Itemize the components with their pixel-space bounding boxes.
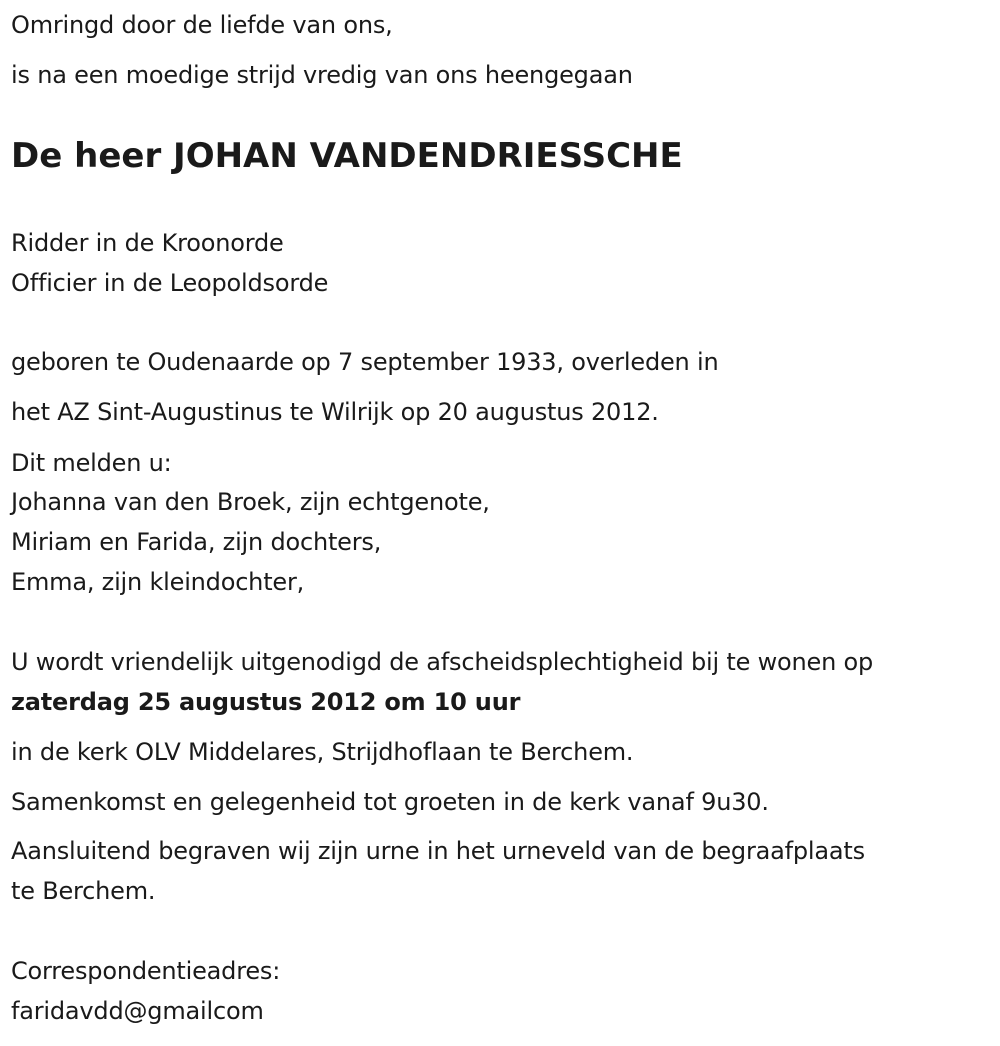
correspondence-label: Correspondentieadres: (11, 957, 281, 985)
birth-death-line-1: geboren te Oudenaarde op 7 september 1933, overleden in (11, 348, 719, 376)
announcer-2: Miriam en Farida, zijn dochters, (11, 528, 382, 556)
intro-line-1: Omringd door de liefde van ons, (11, 11, 393, 39)
honor-1: Ridder in de Kroonorde (11, 229, 284, 257)
burial-line-2: te Berchem. (11, 877, 156, 905)
announcer-1: Johanna van den Broek, zijn echtgenote, (11, 488, 490, 516)
birth-death-line-2: het AZ Sint-Augustinus te Wilrijk op 20 augustus 2012. (11, 398, 659, 426)
ceremony-datetime: zaterdag 25 augustus 2012 om 10 uur (11, 688, 521, 716)
correspondence-email: faridavdd@gmailcom (11, 997, 264, 1025)
ceremony-gathering: Samenkomst en gelegenheid tot groeten in de kerk vanaf 9u30. (11, 788, 769, 816)
ceremony-invitation: U wordt vriendelijk uitgenodigd de afscheidsplechtigheid bij te wonen op (11, 648, 874, 676)
announcer-3: Emma, zijn kleindochter, (11, 568, 305, 596)
honor-2: Officier in de Leopoldsorde (11, 269, 329, 297)
burial-line-1: Aansluitend begraven wij zijn urne in het urneveld van de begraafplaats (11, 837, 865, 865)
announcers-intro: Dit melden u: (11, 449, 172, 477)
ceremony-location: in de kerk OLV Middelares, Strijdhoflaan te Berchem. (11, 738, 634, 766)
deceased-name: De heer JOHAN VANDENDRIESSCHE (11, 136, 683, 176)
intro-line-2: is na een moedige strijd vredig van ons heengegaan (11, 61, 633, 89)
